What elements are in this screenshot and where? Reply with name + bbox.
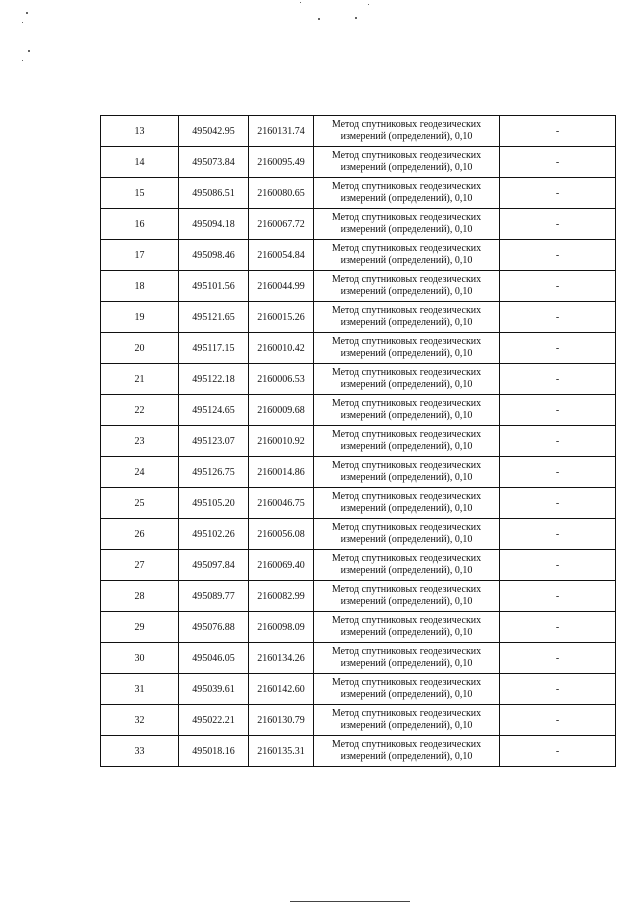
scan-speck [22, 22, 23, 23]
method-cell [314, 240, 500, 271]
method-cell [314, 643, 500, 674]
method-line-2: измерений (определений), 0,10 [340, 534, 473, 545]
dash-cell: - [500, 302, 616, 333]
method-line-2: измерений (определений), 0,10 [340, 720, 473, 731]
point-number-cell: 15 [101, 178, 179, 209]
point-number-cell: 28 [101, 581, 179, 612]
method-cell [314, 457, 500, 488]
y-coordinate-cell: 2160142.60 [249, 674, 314, 705]
x-coordinate-cell: 495018.16 [179, 736, 249, 767]
point-number-cell: 33 [101, 736, 179, 767]
dash-cell: - [500, 116, 616, 147]
x-coordinate-cell: 495101.56 [179, 271, 249, 302]
point-number-cell: 16 [101, 209, 179, 240]
method-line-2: измерений (определений), 0,10 [340, 441, 473, 452]
x-coordinate-cell: 495086.51 [179, 178, 249, 209]
y-coordinate-cell: 2160080.65 [249, 178, 314, 209]
y-coordinate-cell: 2160067.72 [249, 209, 314, 240]
coordinates-table [100, 115, 616, 767]
method-line-2: измерений (определений), 0,10 [340, 348, 473, 359]
method-line-2: измерений (определений), 0,10 [340, 472, 473, 483]
y-coordinate-cell: 2160014.86 [249, 457, 314, 488]
y-coordinate-cell: 2160046.75 [249, 488, 314, 519]
method-line-1: Метод спутниковых геодезических [331, 181, 482, 192]
table-row [101, 209, 616, 240]
method-line-1: Метод спутниковых геодезических [331, 584, 482, 595]
point-number-cell: 30 [101, 643, 179, 674]
method-cell [314, 209, 500, 240]
table-row [101, 116, 616, 147]
point-number-cell: 25 [101, 488, 179, 519]
dash-cell: - [500, 271, 616, 302]
point-number-cell: 26 [101, 519, 179, 550]
table-row [101, 395, 616, 426]
method-line-1: Метод спутниковых геодезических [331, 336, 482, 347]
table-row [101, 364, 616, 395]
dash-cell: - [500, 674, 616, 705]
y-coordinate-cell: 2160044.99 [249, 271, 314, 302]
x-coordinate-cell: 495121.65 [179, 302, 249, 333]
method-cell [314, 488, 500, 519]
method-cell [314, 736, 500, 767]
dash-cell: - [500, 705, 616, 736]
method-cell [314, 333, 500, 364]
method-line-1: Метод спутниковых геодезических [331, 522, 482, 533]
method-cell [314, 364, 500, 395]
point-number-cell: 23 [101, 426, 179, 457]
point-number-cell: 14 [101, 147, 179, 178]
method-line-2: измерений (определений), 0,10 [340, 317, 473, 328]
method-cell [314, 705, 500, 736]
method-line-2: измерений (определений), 0,10 [340, 255, 473, 266]
method-line-1: Метод спутниковых геодезических [331, 398, 482, 409]
x-coordinate-cell: 495022.21 [179, 705, 249, 736]
method-cell [314, 550, 500, 581]
method-line-2: измерений (определений), 0,10 [340, 503, 473, 514]
y-coordinate-cell: 2160131.74 [249, 116, 314, 147]
method-cell [314, 147, 500, 178]
method-line-1: Метод спутниковых геодезических [331, 739, 482, 750]
method-line-2: измерений (определений), 0,10 [340, 658, 473, 669]
method-line-2: измерений (определений), 0,10 [340, 689, 473, 700]
method-line-1: Метод спутниковых геодезических [331, 646, 482, 657]
method-line-1: Метод спутниковых геодезических [331, 491, 482, 502]
x-coordinate-cell: 495089.77 [179, 581, 249, 612]
method-cell [314, 302, 500, 333]
y-coordinate-cell: 2160134.26 [249, 643, 314, 674]
method-cell [314, 519, 500, 550]
point-number-cell: 29 [101, 612, 179, 643]
dash-cell: - [500, 612, 616, 643]
point-number-cell: 21 [101, 364, 179, 395]
table-row [101, 240, 616, 271]
dash-cell: - [500, 240, 616, 271]
dash-cell: - [500, 178, 616, 209]
method-cell [314, 116, 500, 147]
dash-cell: - [500, 519, 616, 550]
y-coordinate-cell: 2160069.40 [249, 550, 314, 581]
method-line-2: измерений (определений), 0,10 [340, 131, 473, 142]
scan-speck [368, 4, 369, 5]
dash-cell: - [500, 364, 616, 395]
dash-cell: - [500, 550, 616, 581]
y-coordinate-cell: 2160095.49 [249, 147, 314, 178]
method-line-2: измерений (определений), 0,10 [340, 224, 473, 235]
x-coordinate-cell: 495039.61 [179, 674, 249, 705]
dash-cell: - [500, 643, 616, 674]
y-coordinate-cell: 2160082.99 [249, 581, 314, 612]
method-cell [314, 395, 500, 426]
table-row [101, 333, 616, 364]
point-number-cell: 22 [101, 395, 179, 426]
point-number-cell: 20 [101, 333, 179, 364]
method-line-2: измерений (определений), 0,10 [340, 565, 473, 576]
point-number-cell: 32 [101, 705, 179, 736]
y-coordinate-cell: 2160130.79 [249, 705, 314, 736]
table-row [101, 705, 616, 736]
point-number-cell: 19 [101, 302, 179, 333]
method-line-1: Метод спутниковых геодезических [331, 305, 482, 316]
scan-speck [355, 17, 357, 19]
dash-cell: - [500, 426, 616, 457]
y-coordinate-cell: 2160054.84 [249, 240, 314, 271]
y-coordinate-cell: 2160010.92 [249, 426, 314, 457]
x-coordinate-cell: 495126.75 [179, 457, 249, 488]
y-coordinate-cell: 2160010.42 [249, 333, 314, 364]
dash-cell: - [500, 581, 616, 612]
method-cell [314, 271, 500, 302]
point-number-cell: 27 [101, 550, 179, 581]
point-number-cell: 24 [101, 457, 179, 488]
method-line-2: измерений (определений), 0,10 [340, 751, 473, 762]
dash-cell: - [500, 209, 616, 240]
x-coordinate-cell: 495123.07 [179, 426, 249, 457]
x-coordinate-cell: 495097.84 [179, 550, 249, 581]
dash-cell: - [500, 736, 616, 767]
method-line-2: измерений (определений), 0,10 [340, 193, 473, 204]
method-cell [314, 426, 500, 457]
y-coordinate-cell: 2160098.09 [249, 612, 314, 643]
method-line-1: Метод спутниковых геодезических [331, 367, 482, 378]
table-row [101, 178, 616, 209]
method-line-1: Метод спутниковых геодезических [331, 677, 482, 688]
table-row [101, 426, 616, 457]
scan-speck [22, 60, 23, 61]
table-row [101, 612, 616, 643]
method-line-1: Метод спутниковых геодезических [331, 274, 482, 285]
table-row [101, 302, 616, 333]
y-coordinate-cell: 2160056.08 [249, 519, 314, 550]
method-cell [314, 581, 500, 612]
table-row [101, 581, 616, 612]
method-cell [314, 612, 500, 643]
y-coordinate-cell: 2160015.26 [249, 302, 314, 333]
x-coordinate-cell: 495117.15 [179, 333, 249, 364]
x-coordinate-cell: 495094.18 [179, 209, 249, 240]
table-row [101, 457, 616, 488]
method-line-1: Метод спутниковых геодезических [331, 150, 482, 161]
scan-speck [300, 2, 301, 3]
x-coordinate-cell: 495122.18 [179, 364, 249, 395]
table-row [101, 519, 616, 550]
x-coordinate-cell: 495105.20 [179, 488, 249, 519]
method-line-1: Метод спутниковых геодезических [331, 243, 482, 254]
method-line-1: Метод спутниковых геодезических [331, 708, 482, 719]
x-coordinate-cell: 495073.84 [179, 147, 249, 178]
method-line-1: Метод спутниковых геодезических [331, 212, 482, 223]
footer-line [290, 901, 410, 902]
dash-cell: - [500, 147, 616, 178]
method-line-1: Метод спутниковых геодезических [331, 615, 482, 626]
method-line-2: измерений (определений), 0,10 [340, 379, 473, 390]
method-line-2: измерений (определений), 0,10 [340, 596, 473, 607]
y-coordinate-cell: 2160006.53 [249, 364, 314, 395]
table-row [101, 147, 616, 178]
point-number-cell: 13 [101, 116, 179, 147]
y-coordinate-cell: 2160135.31 [249, 736, 314, 767]
table-row [101, 674, 616, 705]
x-coordinate-cell: 495098.46 [179, 240, 249, 271]
method-line-1: Метод спутниковых геодезических [331, 460, 482, 471]
method-cell [314, 674, 500, 705]
method-line-1: Метод спутниковых геодезических [331, 429, 482, 440]
x-coordinate-cell: 495042.95 [179, 116, 249, 147]
table-row [101, 550, 616, 581]
method-line-2: измерений (определений), 0,10 [340, 410, 473, 421]
y-coordinate-cell: 2160009.68 [249, 395, 314, 426]
dash-cell: - [500, 457, 616, 488]
scan-speck [28, 50, 30, 52]
method-line-2: измерений (определений), 0,10 [340, 627, 473, 638]
table-row [101, 736, 616, 767]
point-number-cell: 31 [101, 674, 179, 705]
scan-speck [318, 18, 320, 20]
method-line-1: Метод спутниковых геодезических [331, 553, 482, 564]
method-cell [314, 178, 500, 209]
dash-cell: - [500, 333, 616, 364]
x-coordinate-cell: 495076.88 [179, 612, 249, 643]
point-number-cell: 18 [101, 271, 179, 302]
x-coordinate-cell: 495124.65 [179, 395, 249, 426]
table-row [101, 643, 616, 674]
scan-speck [26, 12, 28, 14]
dash-cell: - [500, 395, 616, 426]
x-coordinate-cell: 495046.05 [179, 643, 249, 674]
method-line-2: измерений (определений), 0,10 [340, 286, 473, 297]
method-line-1: Метод спутниковых геодезических [331, 119, 482, 130]
table-row [101, 271, 616, 302]
x-coordinate-cell: 495102.26 [179, 519, 249, 550]
point-number-cell: 17 [101, 240, 179, 271]
table-row [101, 488, 616, 519]
method-line-2: измерений (определений), 0,10 [340, 162, 473, 173]
dash-cell: - [500, 488, 616, 519]
